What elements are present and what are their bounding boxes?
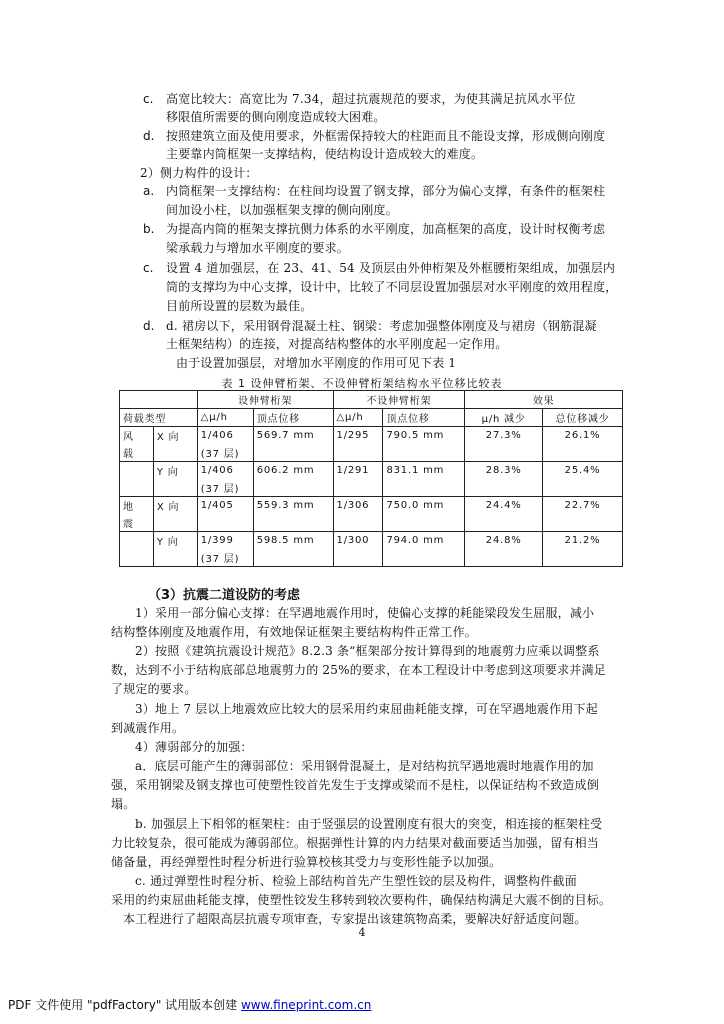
page-number: 4	[358, 926, 366, 939]
text-line: 了规定的要求。	[111, 682, 197, 696]
table-row	[120, 427, 623, 445]
table-cell: 28.3%	[465, 462, 543, 480]
table-cell	[153, 444, 197, 462]
table-header-cell: 荷载类型	[120, 409, 198, 427]
table-cell	[197, 514, 253, 532]
table-intro: 由于设置加强层，对增加水平刚度的作用可见下表 1	[176, 356, 457, 370]
table-cell: 1/291	[333, 462, 383, 480]
table-cell: 25.4%	[543, 462, 623, 480]
table-cell: 831.1 mm	[383, 462, 465, 480]
table-cell: 794.0 mm	[383, 532, 465, 550]
table-row	[120, 549, 623, 567]
table-cell: 风	[120, 427, 154, 445]
text-line: 3）地上 7 层以上地震效应比较大的层采用约束屈曲耗能支撑，可在罕遇地震作用下起	[135, 702, 598, 716]
table-cell	[120, 391, 198, 409]
table-cell	[253, 549, 333, 567]
table-cell: 1/405	[197, 497, 253, 515]
table-cell: 598.5 mm	[253, 532, 333, 550]
table-cell: 21.2%	[543, 532, 623, 550]
table-row	[120, 497, 623, 515]
table-header-cell: 顶点位移	[253, 409, 333, 427]
table-cell	[333, 514, 383, 532]
table-cell	[465, 514, 543, 532]
table-cell	[465, 444, 543, 462]
table-header-row	[120, 391, 623, 409]
table-cell	[333, 444, 383, 462]
text-line: 梁承载力与增加水平刚度的要求。	[166, 241, 350, 255]
list-marker-c: c.	[143, 261, 154, 275]
table-cell	[543, 479, 623, 497]
text-line: 采用的约束屈曲耗能支撑，使塑性铰发生移转到较次要构件，确保结构满足大震不倒的目标。	[111, 893, 612, 907]
list-marker-c: c.	[143, 92, 154, 106]
section-heading: （3）抗震二道设防的考虑	[148, 588, 301, 603]
table-row	[120, 462, 623, 480]
table-cell: 1/399	[197, 532, 253, 550]
table-cell: 1/306	[333, 497, 383, 515]
list-marker-a: a.	[143, 184, 155, 198]
table-header-cell: 不设伸臂桁架	[333, 391, 465, 409]
text-line: 移限值所需要的侧向刚度造成较大困难。	[166, 110, 386, 124]
table-cell: 1/295	[333, 427, 383, 445]
table-cell: 750.0 mm	[383, 497, 465, 515]
table-cell: 606.2 mm	[253, 462, 333, 480]
table-header-cell: △μ/h	[197, 409, 253, 427]
text-line: 强，采用钢梁及钢支撑也可使塑性铰首先发生于支撑或梁而不是柱，以保证结构不致造成倒	[111, 778, 600, 792]
text-line: 按照建筑立面及使用要求，外框需保持较大的柱距而且不能设支撑，形成侧向刚度	[166, 129, 606, 143]
table-cell: Y 向	[153, 532, 197, 550]
list-marker-d: d.	[143, 319, 155, 333]
table-header-cell: μ/h 减少	[465, 409, 543, 427]
table-cell	[253, 444, 333, 462]
text-line: 数，达到不小于结构底部总地震剪力的 25%的要求，在本工程设计中考虑到这项要求并满足	[111, 663, 606, 677]
table-cell: 1/300	[333, 532, 383, 550]
table-cell: (37 层)	[197, 444, 253, 462]
table-header-cell: 效果	[465, 391, 623, 409]
table-cell: 569.7 mm	[253, 427, 333, 445]
table-cell: (37 层)	[197, 549, 253, 567]
table-cell	[383, 514, 465, 532]
text-line: 结构整体刚度及地震作用，有效地保证框架主要结构构件正常工作。	[111, 625, 478, 639]
footer-text: PDF 文件使用 "pdfFactory" 试用版本创建	[8, 998, 241, 1012]
text-line: 2）按照《建筑抗震设计规范》8.2.3 条“框架部分按计算得到的地震剪力应乘以调整系	[135, 644, 600, 658]
table-cell: 559.3 mm	[253, 497, 333, 515]
table-cell: 24.4%	[465, 497, 543, 515]
text-line: 设置 4 道加强层，在 23、41、54 及顶层由外伸桁架及外框腰桁架组成，加强层内	[166, 261, 616, 275]
table-cell	[120, 532, 154, 550]
text-line: d. 裙房以下，采用钢骨混凝土柱、钢梁：考虑加强整体刚度及与裙房（钢筋混凝	[166, 319, 597, 333]
text-line: 间加设小柱，以加强框架支撑的侧向刚度。	[166, 203, 398, 217]
text-line: 本工程进行了超限高层抗震专项审查，专家提出该建筑物高柔，要解决好舒适度问题。	[123, 912, 587, 926]
text-line: 土框架结构）的连接，对提高结构整体的水平刚度起一定作用。	[166, 337, 508, 351]
text-line: 塌。	[111, 797, 136, 811]
table-cell: 22.7%	[543, 497, 623, 515]
subsection-title: 2）侧力构件的设计：	[140, 166, 258, 180]
text-line: c. 通过弹塑性时程分析、检验上部结构首先产生塑性铰的层及构件，调整构件截面	[135, 874, 577, 888]
table-cell	[153, 549, 197, 567]
table-row	[120, 532, 623, 550]
table-cell: Y 向	[153, 462, 197, 480]
table-cell: 震	[120, 514, 154, 532]
table-cell	[383, 479, 465, 497]
table-cell: 26.1%	[543, 427, 623, 445]
table-cell: 1/406	[197, 427, 253, 445]
table-cell: X 向	[153, 427, 197, 445]
table-cell	[153, 514, 197, 532]
table-header-cell: 设伸臂桁架	[197, 391, 333, 409]
table-cell	[543, 444, 623, 462]
table-cell: 24.8%	[465, 532, 543, 550]
table-cell	[543, 514, 623, 532]
displacement-comparison-table	[119, 390, 623, 567]
list-marker-d: d.	[143, 129, 155, 143]
table-cell	[253, 479, 333, 497]
table-row	[120, 444, 623, 462]
text-line: 主要靠内筒框架一支撑结构，使结构设计造成较大的难度。	[166, 147, 484, 161]
table-cell	[383, 444, 465, 462]
text-line: 为提高内筒的框架支撑抗侧力体系的水平刚度，加高框架的高度，设计时权衡考虑	[166, 222, 606, 236]
text-line: b. 加强层上下相邻的框架柱：由于竖强层的设置刚度有很大的突变，相连接的框架柱受	[135, 817, 603, 831]
text-line: 4）薄弱部分的加强：	[135, 740, 253, 754]
table-header-cell: 顶点位移	[383, 409, 465, 427]
table-cell: X 向	[153, 497, 197, 515]
text-line: 1）采用一部分偏心支撑：在罕遇地震作用时，使偏心支撑的耗能梁段发生屈服，减小	[135, 606, 595, 620]
footer-link[interactable]: www.fineprint.com.cn	[240, 998, 372, 1012]
table-cell	[333, 479, 383, 497]
table-cell	[120, 479, 154, 497]
table-cell	[543, 549, 623, 567]
table-caption: 表 1 设伸臂桁架、不设伸臂桁架结构水平位移比较表	[221, 377, 503, 390]
table-row	[120, 479, 623, 497]
text-line: 储备量，再经弹塑性时程分析进行验算校核其受力与变形性能予以加强。	[111, 855, 502, 869]
table-cell: 载	[120, 444, 154, 462]
table-cell	[253, 514, 333, 532]
text-line: a．底层可能产生的薄弱部位：采用钢骨混凝土，是对结构抗罕遇地震时地震作用的加	[135, 759, 594, 773]
table-cell	[120, 549, 154, 567]
footer-watermark	[8, 996, 371, 1013]
table-header-cell: 总位移减少	[543, 409, 623, 427]
text-line: 筒的支撑均为中心支撑，设计中，比较了不同层设置加强层对水平刚度的效用程度，	[166, 280, 618, 294]
table-cell: 27.3%	[465, 427, 543, 445]
table-cell	[333, 549, 383, 567]
table-cell	[465, 479, 543, 497]
table-cell	[383, 549, 465, 567]
text-line: 到减震作用。	[111, 721, 185, 735]
table-cell: (37 层)	[197, 479, 253, 497]
table-cell: 790.5 mm	[383, 427, 465, 445]
table-cell	[120, 462, 154, 480]
text-line: 高宽比较大：高宽比为 7.34，超过抗震规范的要求，为使其满足抗风水平位	[166, 92, 576, 106]
table-row	[120, 514, 623, 532]
list-marker-b: b.	[143, 222, 155, 236]
table-cell	[153, 479, 197, 497]
table-cell: 1/406	[197, 462, 253, 480]
text-line: 内筒框架一支撑结构：在柱间均设置了钢支撑，部分为偏心支撑，有条件的框架柱	[166, 184, 606, 198]
text-line: 力比较复杂，很可能成为薄弱部位。根据弹性计算的内力结果对截面要适当加强，留有相当	[111, 836, 600, 850]
table-header-row	[120, 409, 623, 427]
text-line: 目前所设置的层数为最佳。	[166, 299, 313, 313]
table-header-cell: △μ/h	[333, 409, 383, 427]
table-cell	[465, 549, 543, 567]
table-cell: 地	[120, 497, 154, 515]
